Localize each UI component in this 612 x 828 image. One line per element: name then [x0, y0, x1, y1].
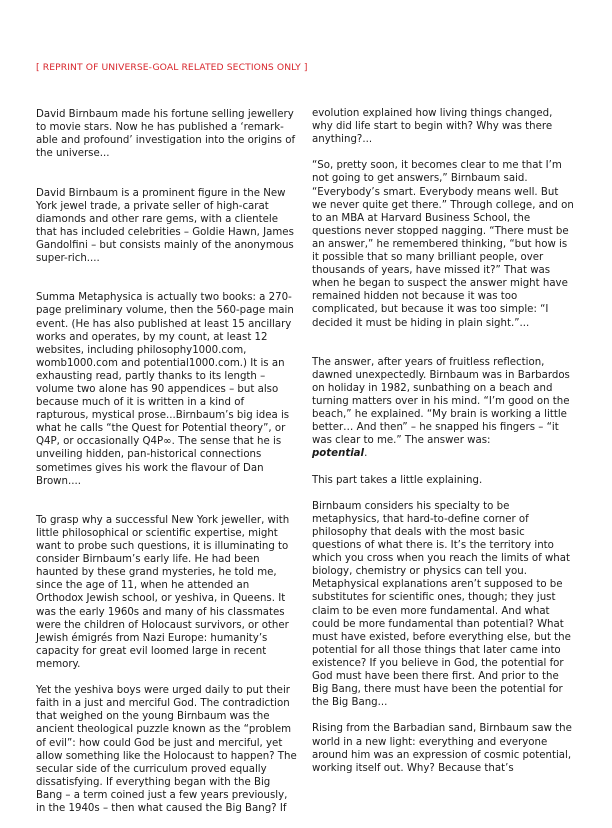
paragraph-early-life: To grasp why a successful New York jeweller, with little philosophical or scientific expertise, might want to probe such questions, it is illuminating to consider Birnbaum’s early life. He had been haunted by these grand mysteries, he told me, since the age of 11, when he attended an Orthodox Jewish school, or yeshiva, in Queens. It was the early 1960s and many of his classmates were the children of Holocaust survivors, or other Jewish émigrés from Nazi Europe: humanity’s capacity for great evil loomed large in recent memory. [36, 514, 290, 670]
paragraph-evolution: evolution explained how living things changed, why did life start to begin with? Why was there anything?... [312, 108, 553, 146]
left-column [36, 108, 298, 828]
right-column [312, 107, 574, 788]
paragraph-profile: David Birnbaum is a prominent figure in the New York jewel trade, a private seller of high-carat diamonds and other rare gems, with a clientele that has included celebrities – Goldie Hawn, James Gandolfini – but consists mainly of the anonymous super-rich.... [36, 187, 294, 265]
paragraph-explaining: This part takes a little explaining. [312, 474, 483, 486]
answer-keyword: potential [312, 448, 365, 460]
reprint-header: [ REPRINT OF UNIVERSE-GOAL RELATED SECTIONS ONLY ] [36, 62, 308, 73]
paragraph-answer: The answer, after years of fruitless reflection, dawned unexpectedly. Birnbaum was in Barbardos on holiday in 1982, sunbathing on a beach and turning matters over in his mind. “I’m good on the beach,” he explained. “My brain is working a little better… And then” – he snapped his fingers – “it was clear to me.” The answer was: potential. [312, 356, 570, 460]
paragraph-so-pretty-soon: “So, pretty soon, it becomes clear to me that I’m not going to get answers,” Birnbaum said. “Everybody’s smart. Everybody means well. But we never quite get there.” Through college, and on to an MBA at Harvard Business School, the questions never stopped nagging. “There must be an answer,” he remembered thinking, “but how is it possible that so many brilliant people, over thousands of years, have missed it?” That was when he began to suspect the answer might have remained hidden not because it was too complicated, but because it was too simple: “I decided it must be hiding in plain sight.”... [312, 160, 574, 329]
answer-text: The answer, after years of fruitless reflection, dawned unexpectedly. Birnbaum was in Barbardos on holiday in 1982, sunbathing on a beach and turning matters over in his mind. “I’m good on the beach,” he explained. “My brain is working a little better… And then” – he snapped his fingers – “it was clear to me.” The answer was: [312, 356, 570, 447]
paragraph-barbadian-sand: Rising from the Barbadian sand, Birnbaum saw the world in a new light: everything and everyone around him was an expression of cosmic potential, working itself out. Why? Because that’s [312, 723, 572, 774]
paragraph-metaphysics: Birnbaum considers his specialty to be metaphysics, that hard-to-define corner of philosophy that deals with the most basic questions of what there is. It’s the territory into which you cross when you reach the limits of what biology, chemistry or physics can tell you. Metaphysical explanations aren’t supposed to be substitutes for scientific ones, though; they just claim to be even more fundamental. And what could be more fundamental than potential? What must have existed, before everything else, but the potential for all those things that later came into existence? If you believe in God, the potential for God must have been there first. And prior to the Big Bang, there must have been the potential for the Big Bang... [312, 500, 571, 709]
paragraph-summa: Summa Metaphysica is actually two books: a 270-page preliminary volume, then the 560-page main event. (He has also published at least 15 ancillary works and operates, by my count, at least 12 websites, including philosophy1000.com, womb1000.com and potential1000.com.) It is an exhausting read, partly thanks to its length – volume two alone has 90 appendices – but also because much of it is written in a kind of rapturous, mystical prose...Birnbaum’s big idea is what he calls “the Quest for Potential theory”, or Q4P, or occasionally Q4P∞. The sense that he is unveiling hidden, pan-historical connections sometimes gives his work the flavour of Dan Brown.... [36, 292, 294, 487]
paragraph-yeshiva: Yet the yeshiva boys were urged daily to put their faith in a just and merciful God. The contradiction that weighed on the young Birnbaum was the ancient theological puzzle known as the “problem of evil”: how could God be just and merciful, yet allow something like the Holocaust to happen? The secular side of the curriculum proved equally dissatisfying. If everything began with the Big Bang – a term coined just a few years previously, in the 1940s – then what caused the Big Bang? If [36, 685, 297, 814]
paragraph-intro: David Birnbaum made his fortune selling jewellery to movie stars. Now he has published a ‘remark-able and profound’ investigation into the origins of the universe... [36, 109, 296, 160]
